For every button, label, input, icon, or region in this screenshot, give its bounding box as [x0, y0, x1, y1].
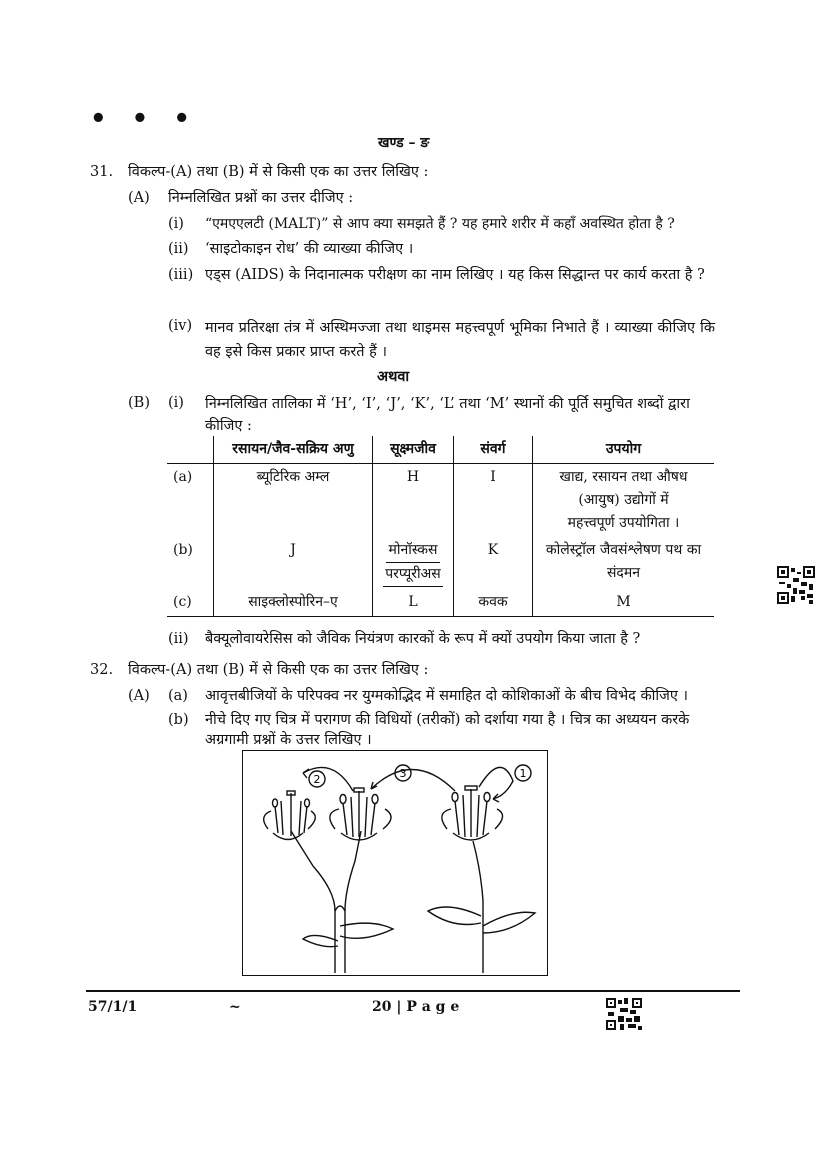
- microbe-genus: मोनॉस्कस: [386, 539, 439, 563]
- cell-molecule: J: [214, 537, 373, 589]
- cell-microbe: [373, 537, 454, 589]
- q32-a-a-num: (a): [168, 688, 188, 704]
- section-title: खण्ड – ङ: [378, 135, 430, 151]
- cell-use: खाद्य, रसायन तथा औषध (आयुष) उद्योगों में महत्त्वपूर्ण उपयोगिता ।: [533, 464, 715, 538]
- figure-label-1: 1: [519, 767, 527, 780]
- q31-instruction: विकल्प-(A) तथा (B) में से किसी एक का उत्तर लिखिए :: [128, 164, 429, 180]
- footer-divider: [86, 990, 740, 992]
- q31-number: 31.: [90, 164, 114, 180]
- cell-category: कवक: [454, 589, 533, 617]
- qr-code-footer: [606, 998, 642, 1030]
- qr-code-icon: [777, 566, 815, 604]
- q31-b-ii-num: (ii): [168, 631, 189, 647]
- q31-b-label: (B): [128, 395, 150, 411]
- q31-a-ii-num: (ii): [168, 241, 189, 257]
- table-row: [167, 464, 714, 538]
- q31-b-i-text: निम्नलिखित तालिका में ‘H’, ‘I’, ‘J’, ‘K’, ‘L’ तथा ‘M’ स्थानों की पूर्ति समुचित शब्दों द्वारा कीजिए :: [205, 396, 690, 434]
- row-label: (c): [173, 594, 192, 610]
- footer-code: 57/1/1: [88, 999, 138, 1015]
- data-table: [167, 436, 714, 617]
- q31-a-iii-num: (iii): [168, 267, 194, 283]
- table-header: उपयोग: [533, 436, 715, 464]
- cell-molecule: साइक्लोस्पोरिन–ए: [214, 589, 373, 617]
- q31-a-iv-text: मानव प्रतिरक्षा तंत्र में अस्थिमज्जा तथा थाइमस महत्त्वपूर्ण भूमिका निभाते हैं । व्याख्या कीजिए कि वह इसे किस प्रकार प्राप्त करते हैं ।: [205, 320, 715, 360]
- table-row: [167, 589, 714, 617]
- q31-b-i-num: (i): [168, 395, 184, 411]
- table-row: [167, 537, 714, 589]
- cell-category: I: [454, 464, 533, 538]
- q31-a-label: (A): [128, 190, 150, 206]
- cell-microbe: L: [373, 589, 454, 617]
- header-dots: • • •: [90, 104, 198, 134]
- q32-a-label: (A): [128, 688, 150, 704]
- table-header: सूक्ष्मजीव: [373, 436, 454, 464]
- pollination-figure: [242, 750, 548, 976]
- row-label: (a): [173, 469, 193, 485]
- table-header: रसायन/जैव-सक्रिय अणु: [214, 436, 373, 464]
- footer-tilde: ~: [229, 999, 241, 1015]
- table-header: संवर्ग: [454, 436, 533, 464]
- q31-a-i-text: “एमएएलटी (MALT)” से आप क्या समझते हैं ? यह हमारे शरीर में कहाँ अवस्थित होता है ?: [205, 216, 675, 232]
- qr-code-icon: [606, 998, 642, 1030]
- q31-a-i-num: (i): [168, 216, 184, 232]
- q32-instruction: विकल्प-(A) तथा (B) में से किसी एक का उत्तर लिखिए :: [128, 662, 429, 678]
- qr-code-side: [777, 566, 815, 604]
- q32-number: 32.: [90, 662, 114, 678]
- q32-a-a-text: आवृत्तबीजियों के परिपक्व नर युग्मकोद्भिद में समाहित दो कोशिकाओं के बीच विभेद कीजिए ।: [205, 688, 689, 704]
- q31-a-intro: निम्नलिखित प्रश्नों का उत्तर दीजिए :: [168, 190, 354, 206]
- q31-a-iii-text: एड्स (AIDS) के निदानात्मक परीक्षण का नाम लिखिए । यह किस सिद्धान्त पर कार्य करता है ?: [205, 267, 705, 283]
- cell-use: M: [533, 589, 715, 617]
- q31-a-ii-text: ‘साइटोकाइन रोध’ की व्याख्या कीजिए ।: [205, 241, 414, 257]
- figure-label-2: 2: [313, 773, 321, 786]
- cell-molecule: ब्यूटिरिक अम्ल: [214, 464, 373, 538]
- footer-page: 20 | P a g e: [372, 999, 460, 1015]
- or-label: अथवा: [377, 368, 410, 385]
- row-label: (b): [173, 542, 193, 558]
- cell-microbe: H: [373, 464, 454, 538]
- pollination-diagram: [243, 751, 547, 975]
- q32-a-b-num: (b): [168, 712, 189, 728]
- table-header-row: [167, 436, 714, 464]
- figure-label-3: 3: [399, 767, 407, 780]
- cell-category: K: [454, 537, 533, 589]
- q31-a-iv-num: (iv): [168, 318, 193, 334]
- q32-a-b-text: नीचे दिए गए चित्र में परागण की विधियों (तरीकों) को दर्शाया गया है । चित्र का अध्ययन करके अग्रगामी प्रश्नों के उत्तर लिखिए ।: [205, 712, 690, 748]
- microbe-species: परप्यूरीअस: [383, 563, 443, 587]
- q31-b-ii-text: बैक्यूलोवायरेसिस को जैविक नियंत्रण कारकों के रूप में क्यों उपयोग किया जाता है ?: [205, 631, 641, 647]
- table-header: [167, 436, 214, 464]
- cell-use: कोलेस्ट्रॉल जैवसंश्लेषण पथ का संदमन: [533, 537, 715, 589]
